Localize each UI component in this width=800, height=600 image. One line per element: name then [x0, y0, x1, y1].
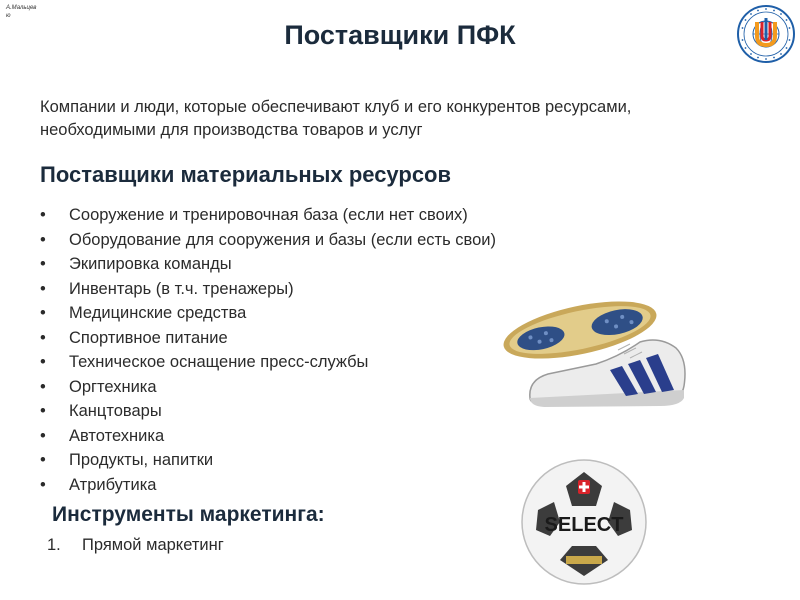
tools-heading: Инструменты маркетинга:	[52, 503, 325, 526]
bullet-icon: •	[40, 353, 46, 371]
bullet-icon: •	[40, 451, 46, 469]
list-item	[47, 534, 224, 556]
list-item-label: Канцтовары	[69, 402, 162, 420]
intro-line-2: необходимыми для производства товаров и услуг	[40, 121, 423, 139]
bullet-icon: •	[40, 255, 46, 273]
bullet-icon: •	[40, 402, 46, 420]
ball-brand-text: SELECT	[544, 514, 624, 536]
list-item-label: Продукты, напитки	[69, 451, 214, 469]
list-item	[40, 399, 496, 424]
list-item-label: Техническое оснащение пресс-службы	[69, 353, 369, 371]
list-item-label: Оргтехника	[69, 377, 157, 396]
list-item	[40, 301, 496, 326]
bullet-icon: •	[40, 230, 46, 249]
list-item	[40, 252, 496, 277]
list-item	[40, 375, 496, 400]
bullet-icon: •	[40, 426, 46, 445]
supplies-list	[40, 203, 496, 497]
intro-line-1: Компании и люди, которые обеспечивают клуб и его конкурентов ресурсами,	[40, 98, 632, 116]
list-item-label: Медицинские средства	[69, 304, 247, 322]
futsal-shoe-image	[500, 290, 694, 410]
list-item-label: Сооружение и тренировочная база (если нет своих)	[69, 206, 468, 224]
list-item-label: Прямой маркетинг	[82, 536, 224, 554]
author-note	[6, 4, 50, 20]
bullet-icon: •	[40, 279, 46, 298]
list-item	[40, 277, 496, 302]
intro-text	[40, 96, 780, 142]
bullet-icon: •	[40, 206, 46, 224]
list-item-number: 1.	[47, 536, 61, 554]
bullet-icon: •	[40, 328, 46, 347]
list-item	[40, 448, 496, 473]
list-item	[40, 228, 496, 253]
list-item	[40, 326, 496, 351]
university-emblem-icon	[736, 4, 796, 64]
list-item-label: Инвентарь (в т.ч. тренажеры)	[69, 279, 294, 298]
tools-list	[47, 534, 224, 556]
bullet-icon: •	[40, 304, 46, 322]
list-item	[40, 473, 496, 498]
list-item-label: Экипировка команды	[69, 255, 232, 273]
list-item-label: Автотехника	[69, 426, 165, 445]
list-item-label: Атрибутика	[69, 475, 157, 494]
bullet-icon: •	[40, 377, 46, 396]
list-item	[40, 203, 496, 228]
slide-title: Поставщики ПФК	[284, 20, 516, 50]
list-item	[40, 424, 496, 449]
section-heading: Поставщики материальных ресурсов	[40, 162, 452, 187]
select-football-image	[520, 458, 648, 586]
list-item-label: Спортивное питание	[69, 328, 228, 347]
bullet-icon: •	[40, 475, 46, 494]
list-item	[40, 350, 496, 375]
author-text: А.Мальцев ю	[6, 5, 37, 19]
list-item-label: Оборудование для сооружения и базы (если есть свои)	[69, 230, 496, 249]
